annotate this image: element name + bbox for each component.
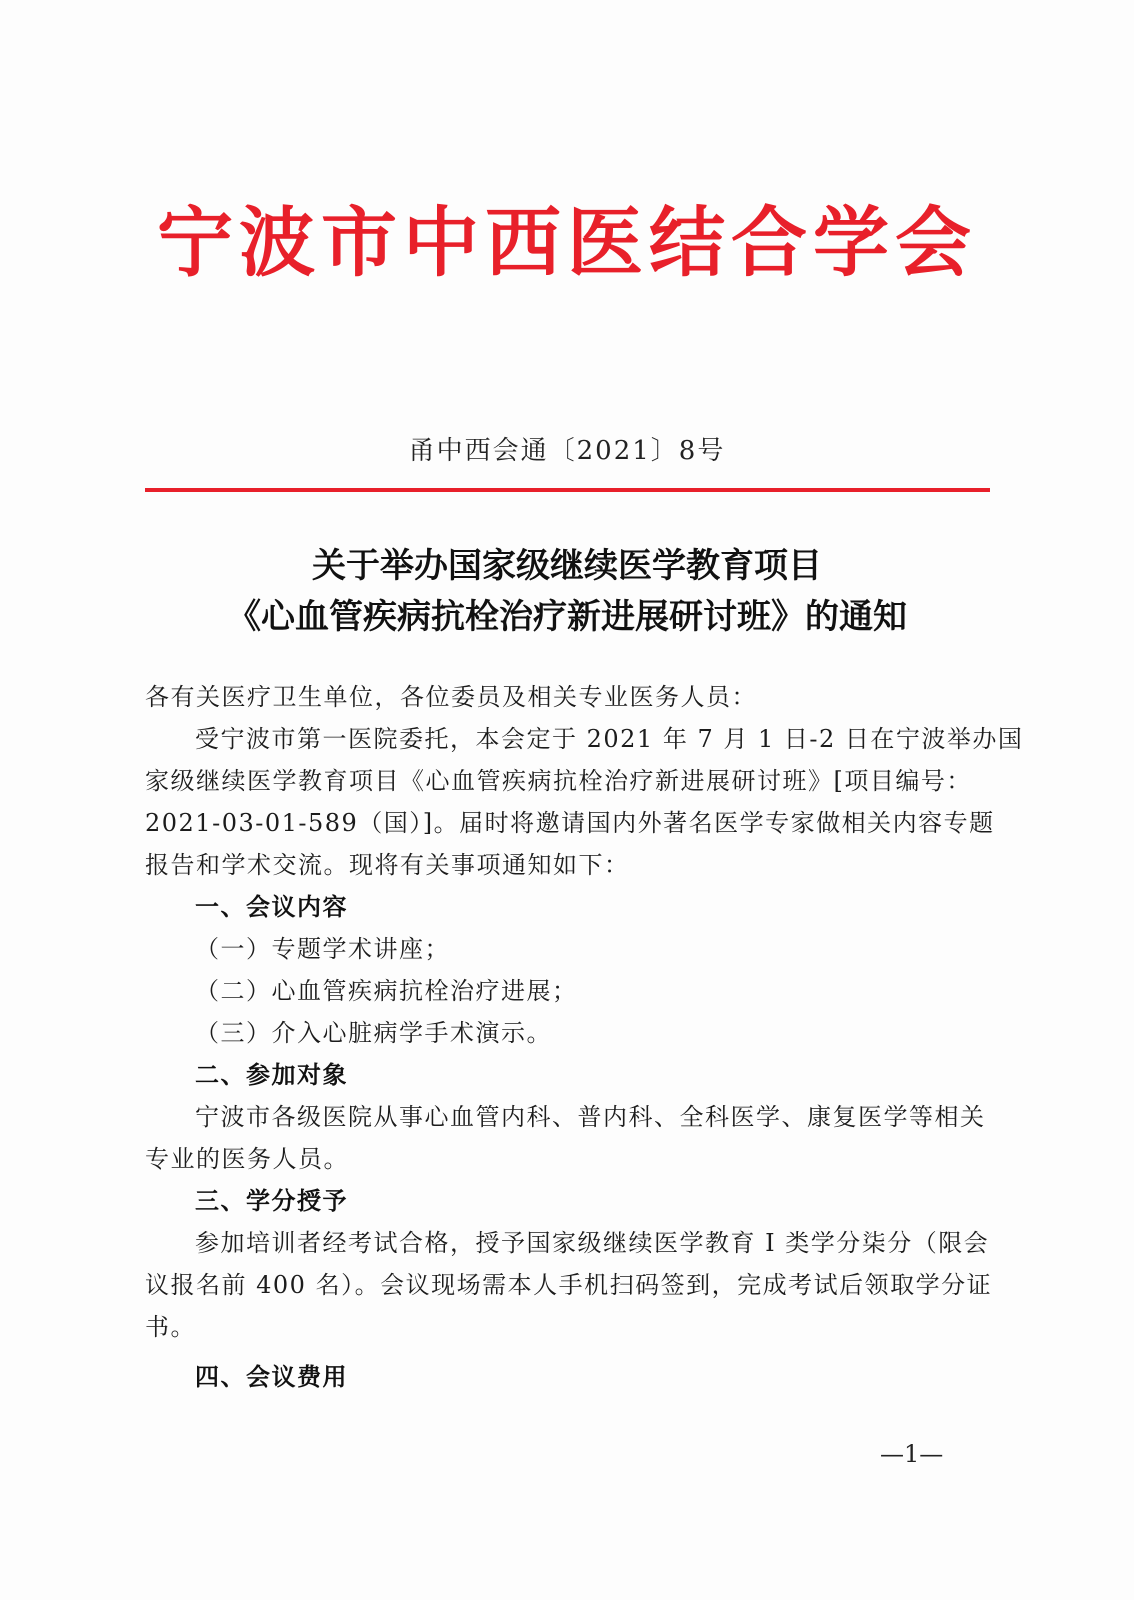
section-heading-fees: 四、会议费用 [195,1363,348,1391]
credits-line: 书。 [145,1313,196,1341]
salutation: 各有关医疗卫生单位，各位委员及相关专业医务人员： [145,683,757,711]
intro-line: 受宁波市第一医院委托，本会定于 2021 年 7 月 1 日-2 日在宁波举办国 [195,725,1024,753]
organization-header: 宁波市中西医结合学会 [157,198,977,287]
section-heading-participants: 二、参加对象 [195,1061,348,1089]
page-number: —1— [880,1440,944,1468]
section-heading-content: 一、会议内容 [195,893,348,921]
document-title-line-2: 《心血管疾病抗栓治疗新进展研讨班》的通知 [227,597,907,637]
content-item: （一）专题学术讲座； [195,935,450,963]
content-item: （二）心血管疾病抗栓治疗进展； [195,977,578,1005]
credits-line: 参加培训者经考试合格，授予国家级继续医学教育 I 类学分柒分（限会 [195,1229,990,1257]
document-body [145,676,1024,1398]
document-number: 甬中西会通〔2021〕8号 [408,436,726,466]
section-heading-credits: 三、学分授予 [195,1187,348,1215]
intro-line: 家级继续医学教育项目《心血管疾病抗栓治疗新进展研讨班》[项目编号： [145,767,972,795]
content-item: （三）介入心脏病学手术演示。 [195,1019,552,1047]
header-divider [145,488,990,492]
participants-line: 专业的医务人员。 [145,1145,349,1173]
participants-line: 宁波市各级医院从事心血管内科、普内科、全科医学、康复医学等相关 [195,1103,986,1131]
intro-line: 报告和学术交流。现将有关事项通知如下： [145,851,630,879]
document-title-line-1: 关于举办国家级继续医学教育项目 [312,546,822,586]
intro-line: 2021-03-01-589（国）]。届时将邀请国内外著名医学专家做相关内容专题 [145,809,995,837]
credits-line: 议报名前 400 名）。会议现场需本人手机扫码签到，完成考试后领取学分证 [145,1271,993,1299]
